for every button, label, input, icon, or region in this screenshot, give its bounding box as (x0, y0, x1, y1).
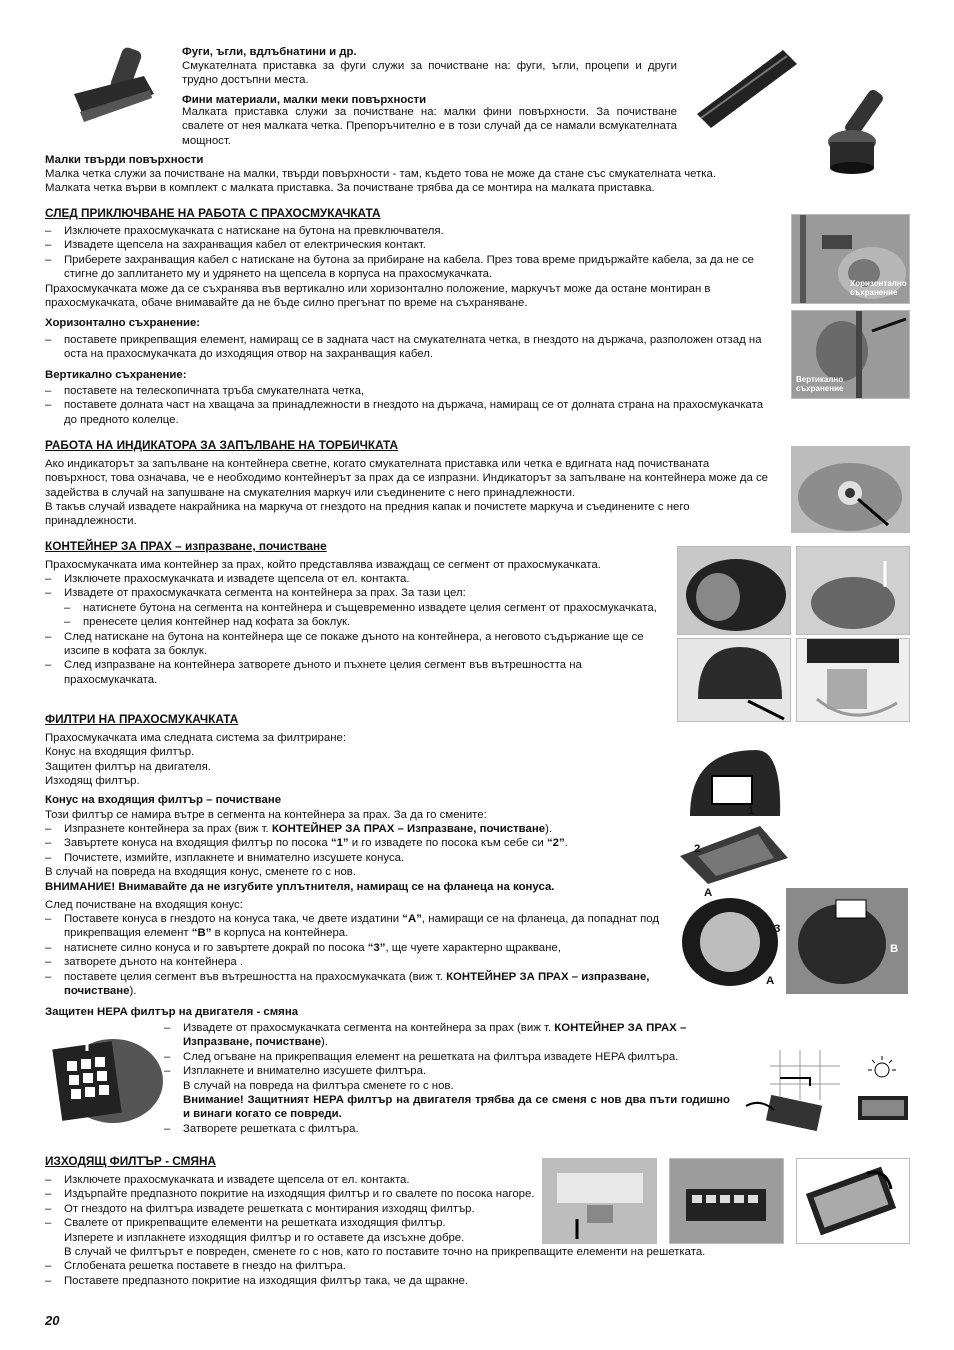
filters-heading: ФИЛТРИ НА ПРАХОСМУКАЧКАТА (45, 712, 239, 726)
cone-insert-illustration (676, 888, 908, 994)
crevice-text: Смукателната приставка за фуги служи за почистване на: фуги, ъгли, процепи и други трудно достъпни места. (182, 60, 677, 87)
list-item: – Почистете, измийте, изплакнете и внимателно изсушете конуса. (45, 851, 675, 865)
storage-paragraph: Прахосмукачката може да се съхранява във вертикално или хоризонтално положение, маркучът може да остане монтиран в прахосмукачката, обаче внимавайте да не бъде силно прегънат по време на съхраняване. (45, 283, 711, 310)
small-hard-surfaces-title: Малки твърди повърхности (45, 154, 204, 166)
list-item: В случай че филтърът е повреден, сменете го с нов, като го поставите точно на прикрепващите елементи на решетката. (64, 1246, 706, 1259)
fine-materials-text: Малката приставка служи за почистване на: малки фини повърхности. За почистване свалете от нея малката четка. Препоръчително е в този случай да се намали всмукателната мощност. (182, 106, 677, 147)
hepa-filter-list (164, 1021, 730, 1136)
list-item: – Приберете захранващия кабел с натискане на бутона за прибиране на кабела. През това време придържайте кабела, за да не се стигне до заплитането му и удрянето на щепсела в корпуса на прахосмукачката. (45, 253, 770, 282)
cone-filter-paragraph: Този филтър се намира вътре в сегмента на контейнера за прах. За да го смените: (45, 809, 487, 821)
cone-filter-title: Конус на входящия филтър – почистване (45, 794, 282, 806)
list-item: – Извадете от прахосмукачката сегмента на контейнера за прах (виж т. КОНТЕЙНЕР ЗА ПРАХ – Изпразване, почистване). (164, 1021, 730, 1050)
container-photo-2 (796, 546, 910, 635)
label-3: 3 (774, 923, 781, 935)
list-item: – Издърпайте предпазното покритие на изходящия филтър и го свалете по посока нагоре. (45, 1187, 554, 1201)
crevice-brush-image (66, 42, 166, 132)
after-work-list (45, 224, 770, 282)
container-photo-3 (677, 638, 791, 722)
list-item: – поставете прикрепващия елемент, намиращ се в задната част на смукателната четка, в гнездото на държача, разположен отзад на оста на прахосмукачката до изходящия отвор на захранващия кабел. (45, 333, 770, 362)
list-item: – Сглобената решетка поставете в гнездо на филтъра. (45, 1259, 785, 1273)
list-item: – Изплакнете и внимателно изсушете филтъра. (164, 1064, 730, 1078)
dust-container-heading: КОНТЕЙНЕР ЗА ПРАХ – изпразване, почистване (45, 539, 327, 553)
small-brush-image (812, 88, 908, 182)
horizontal-storage-photo (791, 214, 910, 304)
indicator-heading: РАБОТА НА ИНДИКАТОРА ЗА ЗАПЪЛВАНЕ НА ТОРБИЧКАТА (45, 438, 399, 452)
filters-intro-4: Изходящ филтър. (45, 775, 140, 787)
label-a-bottom: A (766, 975, 775, 987)
list-item: – Поставете конуса в гнездото на конуса така, че двете издатини “A”, намиращи се на фланеца, да попаднат под прикрепващия елемент “B” в корпуса на контейнера. (45, 912, 665, 941)
small-hard-surfaces-text-2: Малката четка върви в комплект с малката приставка. За почистване трябва да се монтира на малката приставка. (45, 182, 655, 194)
list-item: – Извадете щепсела на захранващия кабел от електрическия контакт. (45, 238, 770, 252)
list-item: – пренесете целия контейнер над кофата за боклук. (45, 615, 670, 629)
cone-filter-warning: ВНИМАНИЕ! Внимавайте да не изгубите уплътнителя, намиращ се на фланеца на конуса. (45, 881, 555, 893)
horizontal-storage-list (45, 333, 770, 362)
crevice-title: Фуги, ъгли, вдлъбнатини и др. (182, 46, 357, 58)
outlet-filter-photo-3 (796, 1158, 910, 1244)
indicator-photo (791, 446, 910, 533)
small-hard-surfaces-text-1: Малка четка служи за почистване на малки, твърди повърхности - там, където това не може да стане със смукателната четка. (45, 168, 717, 180)
filters-intro-2: Конус на входящия филтър. (45, 746, 195, 758)
list-item: – След огъване на прикрепващия елемент на решетката на филтъра извадете HEPA филтъра. (164, 1050, 730, 1064)
list-item: – натиснете бутона на сегмента на контейнера и същевременно извадете целия сегмент от прахосмукачката, (45, 601, 670, 615)
list-item: – Изключете прахосмукачката и извадете щепсела от ел. контакта. (45, 1173, 785, 1187)
list-item: – затворете дъното на контейнера . (45, 955, 665, 969)
cone-filter-damage-note: В случай на повреда на входящия конус, сменете го с нов. (45, 866, 357, 878)
vertical-storage-caption: Вертикално съхранение (796, 375, 844, 393)
list-item: Изперете и изплакнете изходящия филтър и го оставете да изсъхне добре. (64, 1231, 465, 1244)
list-item: – Поставете предпазното покритие на изходящия филтър така, че да щракне. (45, 1274, 785, 1288)
label-b: B (890, 943, 899, 955)
list-item: – Изпразнете контейнера за прах (виж т. КОНТЕЙНЕР ЗА ПРАХ – Изпразване, почистване). (45, 822, 675, 836)
list-item: – натиснете силно конуса и го завъртете докрай по посока “3”, ще чуете характерно щракване, (45, 941, 665, 955)
crevice-nozzle-image (693, 42, 803, 134)
list-item: – поставете на телескопичната тръба смукателната четка, (45, 384, 770, 398)
outlet-filter-photo-2 (669, 1158, 784, 1244)
indicator-paragraph-1: Ако индикаторът за запълване на контейнера светне, когато смукателната приставка или четка е вдигната над почистваната повърхност, това означава, че е необходимо контейнерът за прах да се изпразни. Индикаторът за запълване на контейнера може да се задейства в случай на запушване на смукателния маркуч или съединените с него принадлежности. (45, 458, 769, 499)
label-1: 1 (748, 805, 755, 817)
container-photo-1 (677, 546, 791, 635)
list-item: – Затворете решетката с филтъра. (164, 1122, 730, 1136)
filters-intro-3: Защитен филтър на двигателя. (45, 761, 211, 773)
list-item: – От гнездото на филтъра извадете решетката с монтирания изходящ филтър. (45, 1202, 785, 1216)
list-item: В случай на повреда на филтъра сменете го с нов. (183, 1079, 454, 1092)
list-item: – поставете целия сегмент във вътрешността на прахосмукачката (виж т. КОНТЕЙНЕР ЗА ПРАХ – изпразване, почистване). (45, 970, 665, 999)
horizontal-storage-caption: Хоризонтално съхранение (850, 279, 907, 297)
after-work-heading: СЛЕД ПРИКЛЮЧВАНЕ НА РАБОТА С ПРАХОСМУКАЧКАТА (45, 206, 381, 220)
outlet-filter-photo-1 (542, 1158, 657, 1244)
list-item: – Завъртете конуса на входящия филтър по посока “1” и го извадете по посока към себе си “2”. (45, 836, 675, 850)
list-item: – Изключете прахосмукачката и извадете щепсела от ел. контакта. (45, 572, 670, 586)
list-item: – Свалете от прикрепващите елементи на решетката изходящия филтър. (45, 1216, 785, 1230)
hepa-filter-title: Защитен HEPA филтър на двигателя - смяна (45, 1006, 299, 1018)
indicator-paragraph-2: В такъв случай извадете накрайника на маркуча от гнездото на предния капак и почистете маркуча и съединените с него принадлежности. (45, 501, 690, 528)
hepa-wash-illustration (740, 1050, 840, 1136)
list-item: – След изпразване на контейнера затворете дъното и пъхнете целия сегмент във вътрешността на прахосмукачката. (45, 658, 670, 687)
after-cleaning-list (45, 912, 665, 998)
list-item: – Изключете прахосмукачката с натискане на бутона на превключвателя. (45, 224, 770, 238)
dust-container-paragraph: Прахосмукачката има контейнер за прах, който представлява изваждащ се сегмент от прахосмукачката. (45, 559, 601, 571)
vertical-storage-photo (791, 310, 910, 399)
hepa-removal-illustration (45, 1021, 165, 1125)
list-item: Внимание! Защитният HEPA филтър на двигателя трябва да се сменя с нов два пъти годишно и винаги когато се повреди. (183, 1094, 730, 1121)
cone-filter-list (45, 822, 675, 865)
dust-container-list (45, 572, 670, 687)
label-a-top: A (704, 888, 713, 899)
vertical-storage-title: Вертикално съхранение: (45, 369, 187, 381)
list-item: – Извадете от прахосмукачката сегмента на контейнера за прах. За тази цел: (45, 586, 670, 600)
filters-intro: Прахосмукачката има следната система за филтриране: (45, 732, 346, 744)
cone-removal-illustration (676, 746, 796, 886)
horizontal-storage-title: Хоризонтално съхранение: (45, 317, 201, 329)
list-item: – поставете долната част на хващача за принадлежности в гнездото на държача, намиращ се от долната страна на прахосмукачката до предното колелце. (45, 398, 770, 427)
vertical-storage-list (45, 384, 770, 427)
fine-materials-title: Фини материали, малки меки повърхности (182, 94, 427, 106)
page-number: 20 (45, 1313, 60, 1328)
outlet-filter-heading: ИЗХОДЯЩ ФИЛТЪР - СМЯНА (45, 1154, 216, 1168)
container-photo-4 (796, 638, 910, 722)
label-2: 2 (694, 843, 701, 855)
list-item: – След натискане на бутона на контейнера ще се покаже дъното на контейнера, а неговото съдържание ще се изсипе в кофата за боклук. (45, 630, 670, 659)
hepa-dry-illustration (852, 1056, 912, 1128)
after-cleaning-title: След почистване на входящия конус: (45, 899, 243, 911)
